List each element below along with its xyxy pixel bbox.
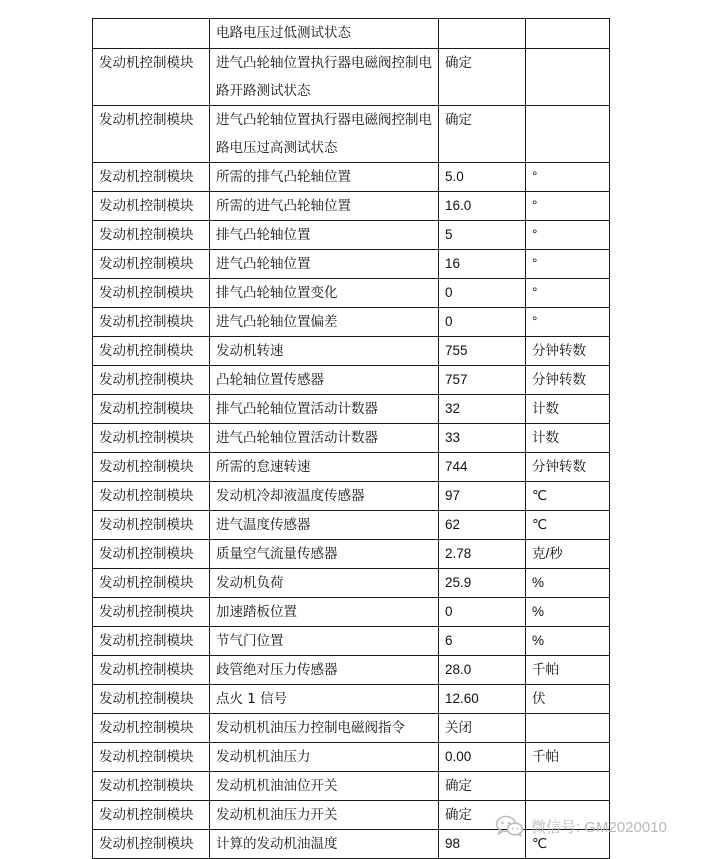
unit-cell: ° — [526, 192, 610, 221]
module-cell: 发动机控制模块 — [93, 540, 210, 569]
unit-cell: ° — [526, 308, 610, 337]
table-row — [93, 453, 610, 482]
table-row — [93, 743, 610, 772]
value-cell: 62 — [439, 511, 526, 540]
unit-cell — [526, 772, 610, 801]
table-row — [93, 308, 610, 337]
table-row — [93, 106, 610, 163]
parameter-cell: 发动机机油压力开关 — [210, 801, 439, 830]
value-cell: 33 — [439, 424, 526, 453]
module-cell: 发动机控制模块 — [93, 49, 210, 106]
parameter-cell: 发动机转速 — [210, 337, 439, 366]
value-cell: 755 — [439, 337, 526, 366]
table-row — [93, 540, 610, 569]
parameter-cell: 所需的怠速转速 — [210, 453, 439, 482]
value-cell: 97 — [439, 482, 526, 511]
parameter-cell: 加速踏板位置 — [210, 598, 439, 627]
unit-cell: % — [526, 598, 610, 627]
module-cell: 发动机控制模块 — [93, 106, 210, 163]
module-cell: 发动机控制模块 — [93, 511, 210, 540]
module-cell: 发动机控制模块 — [93, 279, 210, 308]
unit-cell: ° — [526, 163, 610, 192]
watermark — [495, 815, 667, 837]
parameter-cell: 质量空气流量传感器 — [210, 540, 439, 569]
parameter-cell: 凸轮轴位置传感器 — [210, 366, 439, 395]
parameter-cell: 发动机冷却液温度传感器 — [210, 482, 439, 511]
table-row — [93, 714, 610, 743]
value-cell: 16 — [439, 250, 526, 279]
parameter-cell: 计算的发动机油温度 — [210, 830, 439, 859]
module-cell: 发动机控制模块 — [93, 250, 210, 279]
table-row — [93, 482, 610, 511]
module-cell: 发动机控制模块 — [93, 221, 210, 250]
unit-cell: 千帕 — [526, 656, 610, 685]
value-cell: 关闭 — [439, 714, 526, 743]
value-cell: 0 — [439, 279, 526, 308]
unit-cell: ° — [526, 250, 610, 279]
wechat-icon — [495, 815, 525, 837]
unit-cell: 伏 — [526, 685, 610, 714]
value-cell: 2.78 — [439, 540, 526, 569]
module-cell: 发动机控制模块 — [93, 482, 210, 511]
module-cell — [93, 19, 210, 49]
value-cell: 确定 — [439, 106, 526, 163]
watermark-text: 微信号: GM2020010 — [531, 818, 667, 836]
value-cell: 32 — [439, 395, 526, 424]
table-row — [93, 627, 610, 656]
module-cell: 发动机控制模块 — [93, 598, 210, 627]
value-cell: 25.9 — [439, 569, 526, 598]
table-row — [93, 163, 610, 192]
parameter-cell: 歧管绝对压力传感器 — [210, 656, 439, 685]
table-row — [93, 221, 610, 250]
parameter-cell: 发动机机油油位开关 — [210, 772, 439, 801]
module-cell: 发动机控制模块 — [93, 163, 210, 192]
parameter-cell: 进气凸轮轴位置活动计数器 — [210, 424, 439, 453]
unit-cell — [526, 19, 610, 49]
unit-cell: % — [526, 627, 610, 656]
module-cell: 发动机控制模块 — [93, 627, 210, 656]
parameter-cell: 发动机机油压力控制电磁阀指令 — [210, 714, 439, 743]
unit-cell: 分钟转数 — [526, 453, 610, 482]
value-cell: 5 — [439, 221, 526, 250]
table-row — [93, 685, 610, 714]
unit-cell: ° — [526, 279, 610, 308]
module-cell: 发动机控制模块 — [93, 366, 210, 395]
parameter-cell: 排气凸轮轴位置 — [210, 221, 439, 250]
table-row — [93, 19, 610, 49]
parameter-cell: 所需的排气凸轮轴位置 — [210, 163, 439, 192]
module-cell: 发动机控制模块 — [93, 685, 210, 714]
value-cell: 98 — [439, 830, 526, 859]
module-cell: 发动机控制模块 — [93, 714, 210, 743]
table-row — [93, 337, 610, 366]
module-cell: 发动机控制模块 — [93, 192, 210, 221]
unit-cell: 克/秒 — [526, 540, 610, 569]
value-cell: 0 — [439, 598, 526, 627]
value-cell: 28.0 — [439, 656, 526, 685]
module-cell: 发动机控制模块 — [93, 830, 210, 859]
table-row — [93, 250, 610, 279]
parameter-cell: 发动机负荷 — [210, 569, 439, 598]
value-cell: 5.0 — [439, 163, 526, 192]
parameter-cell: 发动机机油压力 — [210, 743, 439, 772]
module-cell: 发动机控制模块 — [93, 395, 210, 424]
parameter-cell: 进气凸轮轴位置偏差 — [210, 308, 439, 337]
module-cell: 发动机控制模块 — [93, 801, 210, 830]
module-cell: 发动机控制模块 — [93, 772, 210, 801]
module-cell: 发动机控制模块 — [93, 308, 210, 337]
table-row — [93, 192, 610, 221]
unit-cell: ℃ — [526, 482, 610, 511]
value-cell: 744 — [439, 453, 526, 482]
value-cell: 12.60 — [439, 685, 526, 714]
parameter-cell: 进气温度传感器 — [210, 511, 439, 540]
module-cell: 发动机控制模块 — [93, 656, 210, 685]
parameter-cell: 点火 1 信号 — [210, 685, 439, 714]
diagnostic-data-table — [92, 18, 610, 859]
parameter-cell: 节气门位置 — [210, 627, 439, 656]
value-cell: 0 — [439, 308, 526, 337]
table-row — [93, 598, 610, 627]
parameter-cell: 排气凸轮轴位置活动计数器 — [210, 395, 439, 424]
unit-cell: ℃ — [526, 830, 610, 859]
parameter-cell: 进气凸轮轴位置执行器电磁阀控制电路开路测试状态 — [210, 49, 439, 106]
value-cell: 6 — [439, 627, 526, 656]
value-cell — [439, 19, 526, 49]
module-cell: 发动机控制模块 — [93, 743, 210, 772]
unit-cell: ℃ — [526, 511, 610, 540]
module-cell: 发动机控制模块 — [93, 569, 210, 598]
unit-cell: 千帕 — [526, 743, 610, 772]
unit-cell: 计数 — [526, 395, 610, 424]
module-cell: 发动机控制模块 — [93, 424, 210, 453]
table-row — [93, 424, 610, 453]
table-body — [93, 19, 610, 859]
unit-cell — [526, 714, 610, 743]
unit-cell: ° — [526, 221, 610, 250]
parameter-cell: 排气凸轮轴位置变化 — [210, 279, 439, 308]
module-cell: 发动机控制模块 — [93, 337, 210, 366]
value-cell: 0.00 — [439, 743, 526, 772]
table-row — [93, 279, 610, 308]
unit-cell — [526, 106, 610, 163]
table-row — [93, 511, 610, 540]
table-row — [93, 366, 610, 395]
table-row — [93, 656, 610, 685]
parameter-cell: 进气凸轮轴位置 — [210, 250, 439, 279]
value-cell: 16.0 — [439, 192, 526, 221]
parameter-cell: 进气凸轮轴位置执行器电磁阀控制电路电压过高测试状态 — [210, 106, 439, 163]
module-cell: 发动机控制模块 — [93, 453, 210, 482]
value-cell: 确定 — [439, 772, 526, 801]
table-row — [93, 772, 610, 801]
unit-cell: 分钟转数 — [526, 366, 610, 395]
table-row — [93, 49, 610, 106]
parameter-cell: 电路电压过低测试状态 — [210, 19, 439, 49]
unit-cell: 计数 — [526, 424, 610, 453]
unit-cell — [526, 49, 610, 106]
table-row — [93, 569, 610, 598]
parameter-cell: 所需的进气凸轮轴位置 — [210, 192, 439, 221]
value-cell: 757 — [439, 366, 526, 395]
value-cell: 确定 — [439, 49, 526, 106]
value-cell: 确定 — [439, 801, 526, 830]
table-row — [93, 395, 610, 424]
unit-cell: 分钟转数 — [526, 337, 610, 366]
unit-cell: % — [526, 569, 610, 598]
